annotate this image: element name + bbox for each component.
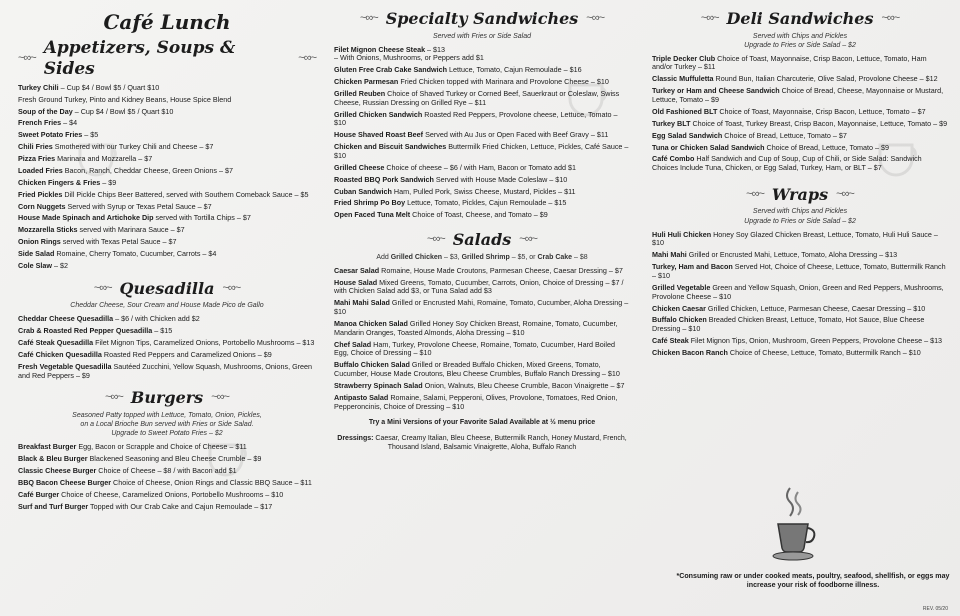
menu-item — [18, 250, 316, 259]
menu-item-name: Onion Rings — [18, 237, 61, 247]
menu-item-name: Turkey Chili — [18, 82, 59, 92]
menu-item — [334, 361, 630, 379]
menu-item-desc: Filet Mignon Tips, Caramelized Onions, Portobello Mushrooms – $13 — [93, 338, 315, 348]
menu-item — [652, 316, 948, 334]
menu-item-name: Fresh Vegetable Quesadilla — [18, 361, 112, 371]
menu-item — [18, 167, 316, 176]
menu-item-desc: Onion, Walnuts, Bleu Cheese Crumble, Bacon Vinaigrette – $7 — [422, 380, 625, 390]
menu-item-name: Cheddar Cheese Quesadilla — [18, 314, 114, 324]
menu-item — [18, 262, 316, 271]
menu-item — [18, 214, 316, 223]
menu-item-desc: Half Sandwich and Cup of Soup, Cup of Chili, or Side Salad: Sandwich Choices Include Tuna, Chicken, or Egg Salad, Turkey, Ham, or BLT – $7 — [652, 154, 922, 173]
menu-item-name: Pizza Fries — [18, 154, 56, 164]
menu-item-name: Buffalo Chicken Salad — [334, 360, 410, 370]
menu-item-name: Chicken Caesar — [652, 303, 706, 313]
flourish-icon: ~∞~ — [586, 12, 604, 25]
menu-item — [652, 55, 948, 73]
menu-item-name: Café Chicken Quesadilla — [18, 350, 102, 359]
menu-item-name: Caesar Salad — [334, 265, 380, 275]
menu-item-desc: Choice of cheese – $6 / with Ham, Bacon or Tomato add $1 — [384, 162, 576, 172]
menu-item-desc: Breaded Chicken Breast, Lettuce, Tomato, Hot Sauce, Blue Cheese Dressing – $10 — [652, 315, 925, 334]
dressings — [334, 434, 630, 452]
menu-item-desc: Egg, Bacon or Scrapple and Choice of Cheese – $11 — [76, 442, 247, 452]
menu-item-desc: Roasted Red Peppers and Caramelized Onions – $9 — [101, 350, 272, 359]
menu-item-desc: Choice of Bread, Cheese, Mayonnaise or Mustard, Lettuce, Tomato – $9 — [652, 86, 944, 105]
wraps-title: Wraps — [771, 184, 829, 204]
menu-item-name: Open Faced Tuna Melt — [334, 210, 411, 220]
menu-item-desc: Smothered with our Turkey Chili and Cheese – $7 — [52, 142, 214, 152]
menu-item — [18, 339, 316, 348]
menu-item — [18, 108, 316, 117]
menu-item — [334, 341, 630, 359]
menu-item-name: Cole Slaw — [18, 260, 52, 270]
menu-item-desc: Round Bun, Italian Charcuterie, Olive Salad, Provolone Cheese – $12 — [713, 74, 938, 84]
menu-item-name: Crab & Roasted Red Pepper Quesadilla — [18, 326, 153, 336]
menu-item-name: Corn Nuggets — [18, 201, 66, 211]
menu-item — [652, 108, 948, 117]
menu-item-desc: Grilled or Breaded Buffalo Chicken, Mixed Greens, Tomato, Cucumber, House Made Croutons, Bleu Cheese Crumbles, Buffalo Ranch Dressing – $10 — [334, 360, 620, 379]
appetizers-list — [18, 84, 316, 271]
menu-item-name: Antipasto Salad — [334, 392, 389, 402]
menu-item-name: Strawberry Spinach Salad — [334, 380, 423, 390]
addon-chicken: Grilled Chicken — [390, 253, 443, 261]
menu-item — [18, 96, 316, 105]
quesadilla-list — [18, 315, 316, 380]
menu-item — [334, 176, 630, 185]
menu-item — [652, 263, 948, 281]
menu-item — [652, 231, 948, 249]
menu-item-desc: Sautéed Zucchini, Yellow Squash, Mushrooms, Onions, Green and Red Peppers – $9 — [18, 361, 313, 380]
menu-item — [334, 211, 630, 220]
menu-item-desc: Choice of Toast, Mayonnaise, Crisp Bacon, Lettuce, Tomato, Ham and/or Turkey – $11 — [652, 53, 927, 72]
middle-column — [334, 6, 630, 452]
menu-item-name: Chicken Bacon Ranch — [652, 347, 728, 357]
menu-item — [334, 188, 630, 197]
flourish-icon: ~∞~ — [359, 12, 378, 25]
wraps-list — [652, 231, 948, 358]
menu-item — [18, 315, 316, 324]
menu-item-desc: Choice of Toast, Mayonnaise, Crisp Bacon, Lettuce, Tomato – $7 — [717, 106, 926, 116]
menu-item-name: Triple Decker Club — [652, 53, 716, 63]
menu-item-name: Chef Salad — [334, 339, 372, 349]
menu-item-desc: Green and Yellow Squash, Onion, Green and Red Peppers, Mushrooms, Provolone Cheese – $10 — [652, 282, 944, 301]
menu-item — [18, 363, 316, 381]
menu-item-name: Turkey BLT — [652, 118, 691, 128]
menu-item-desc: Choice of Bread, Lettuce, Tomato – $7 — [722, 130, 847, 140]
menu-item-desc: – $6 / with Chicken add $2 — [113, 314, 200, 324]
menu-item — [652, 144, 948, 153]
menu-item-name: Huli Huli Chicken — [652, 229, 712, 239]
menu-item — [18, 155, 316, 164]
menu-item-desc: Choice of Shaved Turkey or Corned Beef, Sauerkraut or Coleslaw, Swiss Cheese, Russian Dressing on Grilled Rye – $11 — [334, 89, 620, 107]
menu-item-desc: Fresh Ground Turkey, Pinto and Kidney Beans, House Spice Blend — [18, 94, 232, 104]
menu-item — [334, 46, 630, 64]
menu-item-name: Chili Fries — [18, 142, 53, 152]
coffee-cup-icon — [770, 484, 818, 564]
addon-crab: Crab Cake — [537, 253, 573, 261]
menu-item-desc: – $4 — [61, 118, 78, 128]
menu-item — [652, 284, 948, 302]
burgers-title: Burgers — [130, 388, 204, 408]
menu-item — [334, 131, 630, 140]
menu-item-name: House Shaved Roast Beef — [334, 130, 424, 140]
menu-item-name: Breakfast Burger — [18, 442, 77, 452]
menu-item — [334, 90, 630, 108]
menu-item-desc: Romaine, House Made Croutons, Parmesan Cheese, Caesar Dressing – $7 — [379, 265, 623, 275]
menu-item — [652, 305, 948, 314]
salads-heading — [334, 230, 630, 250]
menu-item-desc: Choice of Cheese, Onion Rings and Classic BBQ Sauce – $11 — [111, 477, 312, 487]
menu-item — [334, 394, 630, 412]
menu-item-name: Fried Pickles — [18, 189, 63, 199]
menu-item-name: Loaded Fries — [18, 165, 63, 175]
menu-item-name: Café Combo — [652, 154, 695, 164]
flourish-icon: ~∞~ — [746, 188, 764, 200]
menu-item — [18, 84, 316, 93]
menu-item-desc: Served with House Made Coleslaw – $10 — [433, 174, 568, 184]
menu-item-desc: Filet Mignon Tips, Onion, Mushroom, Green Peppers, Provolone Cheese – $13 — [688, 336, 943, 346]
menu-item-desc: Mixed Greens, Tomato, Cucumber, Carrots, Onion, Choice of Dressing – $7 / with Chicken Salad add $3, or Tuna Salad add $3 — [334, 277, 624, 296]
menu-item — [652, 251, 948, 260]
menu-item-name: Mahi Mahi Salad — [334, 298, 390, 308]
menu-item-desc: Topped with Our Crab Cake and Cajun Remoulade – $17 — [88, 501, 273, 511]
menu-item-desc: Romaine, Cherry Tomato, Cucumber, Carrots – $4 — [54, 249, 217, 259]
menu-item-name: Classic Cheese Burger — [18, 465, 97, 475]
menu-item-name: Fried Shrimp Po Boy — [334, 198, 406, 208]
menu-item — [334, 66, 630, 75]
specialty-list — [334, 46, 630, 221]
menu-item-name: Grilled Reuben — [334, 89, 386, 99]
wraps-heading — [652, 185, 948, 205]
menu-item-desc: – $5 — [82, 130, 99, 140]
foodborne-warning: *Consuming raw or under cooked meats, poultry, seafood, shellfish, or eggs may increase your risk of foodborne illness. — [676, 572, 950, 590]
menu-item — [334, 143, 630, 161]
menu-item-desc: Choice of Toast, Turkey Breast, Crisp Bacon, Mayonnaise, Lettuce, Tomato – $9 — [690, 118, 948, 128]
menu-item — [652, 132, 948, 141]
menu-item — [18, 203, 316, 212]
menu-item-desc: Grilled Chicken, Lettuce, Parmesan Cheese, Caesar Dressing – $10 — [705, 303, 926, 313]
menu-item — [652, 120, 948, 129]
menu-item-name: House Salad — [334, 277, 378, 287]
menu-item-desc: Marinara and Mozzarella – $7 — [55, 154, 153, 164]
menu-item-desc: Roasted Red Peppers, Provolone cheese, Lettuce, Tomato – $10 — [334, 109, 618, 128]
menu-item-name: Café Steak Quesadilla — [18, 338, 94, 348]
menu-item — [334, 299, 630, 317]
deli-title: Deli Sandwiches — [726, 9, 874, 28]
addon-chicken-price: – $3, — [442, 253, 462, 261]
flourish-icon: ~∞~ — [222, 281, 241, 294]
menu-item-name: Chicken Fingers & Fries — [18, 177, 101, 187]
flourish-icon: ~∞~ — [18, 52, 36, 65]
addon-crab-price: – $8 — [572, 253, 588, 261]
menu-item-desc: – Cup $4 / Bowl $5 / Quart $10 — [58, 82, 160, 92]
menu-item-name: Turkey or Ham and Cheese Sandwich — [652, 86, 780, 96]
menu-item — [334, 164, 630, 173]
flourish-icon: ~∞~ — [700, 12, 719, 25]
menu-item — [18, 179, 316, 188]
menu-item — [334, 320, 630, 338]
menu-item-name: BBQ Bacon Cheese Burger — [18, 477, 112, 487]
menu-item — [18, 143, 316, 152]
flourish-icon: ~∞~ — [211, 391, 229, 404]
addon-prefix: Add — [376, 253, 391, 261]
flourish-icon: ~∞~ — [93, 281, 112, 294]
menu-item — [18, 238, 316, 247]
menu-item-desc: Choice of Cheese, Caramelized Onions, Portobello Mushrooms – $10 — [59, 489, 284, 499]
wraps-subtitle: Served with Chips and Pickles Upgrade to Fries or Side Salad – $2 — [744, 208, 856, 225]
menu-item — [18, 455, 316, 464]
menu-item-desc: Ham, Turkey, Provolone Cheese, Romaine, Tomato, Cucumber, Hard Boiled Egg, Choice of Dressing – $10 — [334, 339, 615, 358]
menu-item — [18, 191, 316, 200]
menu-item-name: Manoa Chicken Salad — [334, 318, 408, 328]
menu-item-name: Tuna or Chicken Salad Sandwich — [652, 142, 765, 152]
revision-label: REV. 05/20 — [922, 605, 948, 612]
menu-item-desc: Served with Au Jus or Open Faced with Beef Gravy – $11 — [423, 130, 609, 140]
menu-item-desc: Choice of Cheese – $8 / with Bacon add $1 — [96, 465, 237, 475]
flourish-icon: ~∞~ — [298, 52, 316, 65]
left-column — [18, 6, 316, 514]
menu-item — [652, 155, 948, 173]
menu-item-desc: – $15 — [152, 326, 173, 336]
menu-item — [652, 337, 948, 346]
menu-item-name: Soup of the Day — [18, 106, 73, 116]
menu-item-desc: Served with Syrup or Texas Petal Sauce – $7 — [65, 201, 212, 211]
menu-item-desc: Grilled or Encrusted Mahi, Romaine, Tomato, Cucumber, Aloha Dressing – $10 — [334, 298, 629, 317]
menu-item — [18, 131, 316, 140]
specialty-heading — [334, 9, 630, 29]
dressings-label: Dressings: — [337, 434, 374, 442]
menu-item-name: Side Salad — [18, 249, 55, 259]
menu-item-desc: Choice of Cheese, Lettuce, Tomato, Buttermilk Ranch – $10 — [727, 347, 921, 357]
menu-item-name: Egg Salad Sandwich — [652, 130, 723, 140]
menu-item — [334, 279, 630, 297]
menu-item-desc: – $9 — [100, 177, 117, 187]
menu-item — [334, 78, 630, 87]
menu-item-name: French Fries — [18, 118, 62, 128]
menu-item-name: Grilled Cheese — [334, 162, 385, 172]
deli-list — [652, 55, 948, 173]
menu-item-desc: Choice of Toast, Cheese, and Tomato – $9 — [410, 210, 548, 220]
menu-item-desc: Honey Soy Glazed Chicken Breast, Lettuce, Tomato, Huli Huli Sauce – $10 — [652, 229, 938, 248]
menu-item-name: Sweet Potato Fries — [18, 130, 83, 140]
menu-item-name: Classic Muffuletta — [652, 74, 714, 84]
flourish-icon: ~∞~ — [105, 391, 123, 404]
menu-item-desc: served with Texas Petal Sauce – $7 — [60, 237, 177, 247]
menu-item-desc: Ham, Pulled Pork, Swiss Cheese, Mustard, Pickles – $11 — [391, 186, 576, 196]
menu-item-desc: Romaine, Salami, Pepperoni, Olives, Provolone, Tomatoes, Red Onion, Pepperoncinis, Choice of Dressing – $10 — [334, 392, 618, 411]
menu-item — [18, 491, 316, 500]
specialty-subtitle: Served with Fries or Side Salad — [432, 32, 532, 40]
right-column — [652, 6, 948, 361]
menu-item — [18, 479, 316, 488]
salads-addon — [334, 253, 630, 262]
addon-shrimp: Grilled Shrimp — [461, 253, 510, 261]
menu-item-name: Filet Mignon Cheese Steak — [334, 44, 426, 54]
specialty-title: Specialty Sandwiches — [385, 9, 579, 28]
menu-item-name: Old Fashioned BLT — [652, 106, 718, 116]
quesadilla-subtitle: Cheddar Cheese, Sour Cream and House Made Pico de Gallo — [70, 302, 264, 310]
quesadilla-title: Quesadilla — [119, 278, 215, 298]
cafe-title: Café Lunch — [103, 10, 231, 34]
burgers-heading — [18, 388, 316, 408]
menu-item — [18, 327, 316, 336]
menu-item-name: Café Burger — [18, 489, 60, 499]
menu-item-desc: – $2 — [51, 260, 68, 270]
menu-item-desc: Fried Chicken topped with Marinara and Provolone Cheese – $10 — [398, 77, 609, 87]
appetizers-heading — [18, 38, 316, 79]
appetizers-title: Appetizers, Soups & Sides — [43, 38, 236, 80]
menu-item-name: Turkey, Ham and Bacon — [652, 262, 733, 272]
menu-item — [652, 75, 948, 84]
menu-item — [334, 199, 630, 208]
salads-list — [334, 267, 630, 412]
menu-item-desc: Bacon, Ranch, Cheddar Cheese, Green Onions – $7 — [62, 165, 233, 175]
menu-item — [18, 443, 316, 452]
menu-item — [18, 226, 316, 235]
menu-item-desc: – Cup $4 / Bowl $5 / Quart $10 — [72, 106, 174, 116]
menu-item-name: Black & Bleu Burger — [18, 454, 88, 464]
quesadilla-heading — [18, 279, 316, 299]
menu-item-name: House Made Spinach and Artichoke Dip — [18, 213, 154, 223]
menu-item — [334, 111, 630, 129]
menu-item — [18, 503, 316, 512]
menu-item-name: Café Steak — [652, 336, 689, 346]
flourish-icon: ~∞~ — [427, 233, 445, 246]
menu-item-desc: Lettuce, Tomato, Cajun Remoulade – $16 — [447, 65, 582, 75]
flourish-icon: ~∞~ — [836, 188, 854, 200]
menu-item — [18, 119, 316, 128]
menu-item-desc: Buttermilk Fried Chicken, Lettuce, Pickles, Café Sauce – $10 — [334, 142, 629, 160]
menu-item-desc: Grilled or Encrusted Mahi, Lettuce, Tomato, Aloha Dressing – $13 — [686, 250, 898, 260]
menu-item-name: Chicken and Biscuit Sandwiches — [334, 142, 447, 152]
menu-item — [334, 382, 630, 391]
menu-item-desc: Lettuce, Tomato, Pickles, Cajun Remoulade – $15 — [405, 198, 567, 208]
addon-shrimp-price: – $5, or — [509, 253, 538, 261]
deli-heading — [652, 9, 948, 29]
menu-item-name: Buffalo Chicken — [652, 315, 707, 325]
menu-item — [652, 87, 948, 105]
menu-item-name: Roasted BBQ Pork Sandwich — [334, 174, 434, 184]
menu-item-name: Mahi Mahi — [652, 250, 687, 260]
flourish-icon: ~∞~ — [881, 12, 900, 25]
menu-item-name: Surf and Turf Burger — [18, 501, 89, 511]
deli-subtitle: Served with Chips and Pickles Upgrade to Fries or Side Salad – $2 — [744, 32, 856, 49]
menu-item-desc: Blackened Seasoning and Bleu Cheese Crumble – $9 — [87, 454, 262, 464]
menu-item-name: Grilled Vegetable — [652, 282, 711, 292]
mini-salad-note: Try a Mini Versions of your Favorite Salad Available at ½ menu price — [368, 419, 596, 427]
dressings-list: Caesar, Creamy Italian, Bleu Cheese, Buttermilk Ranch, Honey Mustard, French, Thousand Island, Balsamic Vinaigrette, Aloha, Buffalo Ranch — [373, 434, 627, 451]
menu-item-desc: Grilled Honey Soy Chicken Breast, Romaine, Tomato, Cucumber, Mandarin Oranges, Toasted Almonds, Aloha Dressing – $10 — [334, 318, 618, 337]
menu-item-name: Chicken Parmesan — [334, 77, 399, 87]
menu-item-desc: Choice of Bread, Lettuce, Tomato – $9 — [764, 142, 890, 152]
menu-item-desc: served with Marinara Sauce – $7 — [77, 225, 185, 235]
burgers-list — [18, 443, 316, 511]
menu-item-name: Gluten Free Crab Cake Sandwich — [334, 65, 448, 75]
menu-item-desc: Served Hot, Choice of Cheese, Lettuce, Tomato, Buttermilk Ranch – $10 — [652, 262, 946, 280]
menu-item — [18, 351, 316, 360]
salads-title: Salads — [452, 230, 512, 250]
menu-item — [18, 467, 316, 476]
menu-item-name: Mozzarella Sticks — [18, 225, 78, 235]
menu-item — [652, 349, 948, 358]
menu-item-name: Cuban Sandwich — [334, 186, 392, 196]
menu-item — [334, 267, 630, 276]
flourish-icon: ~∞~ — [519, 233, 537, 246]
menu-item-desc: served with Tortilla Chips – $7 — [153, 213, 251, 223]
burgers-subtitle: Seasoned Patty topped with Lettuce, Tomato, Onion, Pickles, on a Local Brioche Bun served with Fries or Side Salad. Upgrade to Sweet Potato Fries – $2 — [72, 411, 262, 438]
menu-item-desc: – $13 – With Onions, Mushrooms, or Peppers add $1 — [334, 44, 484, 63]
menu-item-desc: Dill Pickle Chips Beer Battered, served with Southern Comeback Sauce – $5 — [62, 189, 309, 199]
menu-item-name: Grilled Chicken Sandwich — [334, 109, 423, 119]
